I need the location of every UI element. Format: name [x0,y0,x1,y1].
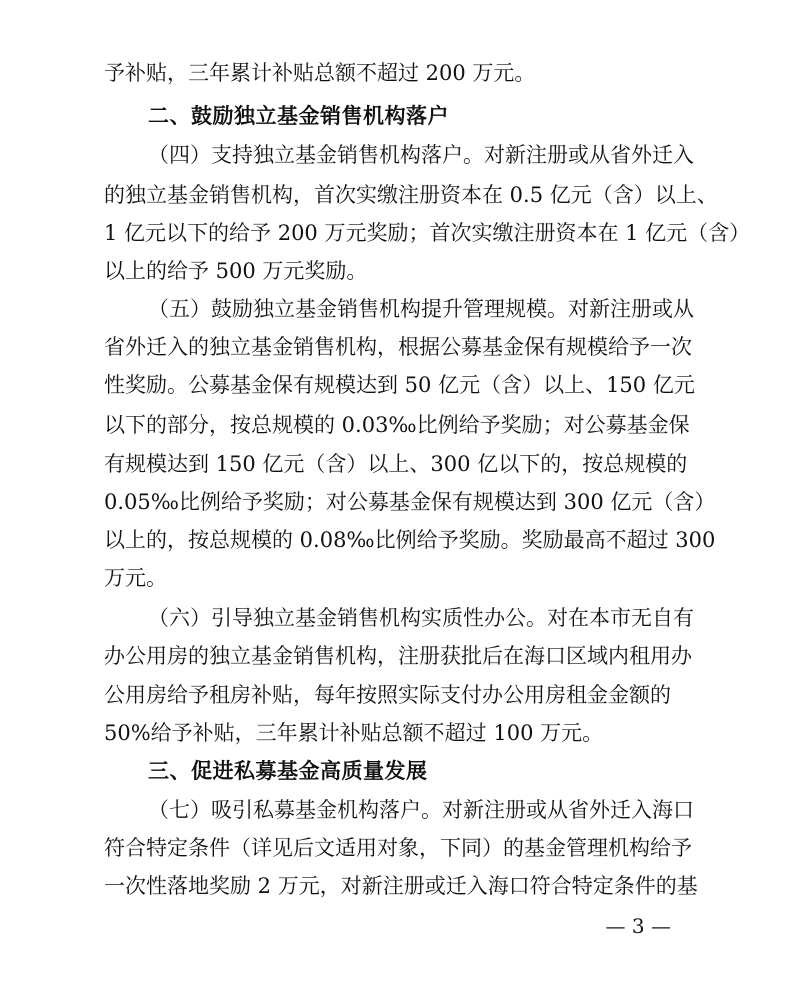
section-heading: 二、鼓励独立基金销售机构落户 [148,104,449,128]
section-heading: 三、促进私募基金高质量发展 [148,759,428,783]
body-line: 万元。 [104,566,167,590]
body-line: 一次性落地奖励 2 万元，对新注册或迁入海口符合特定条件的基 [104,874,698,898]
body-line: （七）吸引私募基金机构落户。对新注册或从省外迁入海口 [148,798,694,822]
page-number: — 3 — [605,914,671,938]
body-line: 以下的部分，按总规模的 0.03‰比例给予奖励；对公募基金保 [104,413,690,437]
body-line: 50%给予补贴，三年累计补贴总额不超过 100 万元。 [104,721,604,745]
body-line: 的独立基金销售机构，首次实缴注册资本在 0.5 亿元（含）以上、 [104,183,718,207]
body-line: 办公用房的独立基金销售机构，注册获批后在海口区域内租用办 [104,644,692,668]
body-line: 1 亿元以下的给予 200 万元奖励；首次实缴注册资本在 1 亿元（含） [104,221,751,245]
body-line: 予补贴，三年累计补贴总额不超过 200 万元。 [104,61,536,85]
body-line: 省外迁入的独立基金销售机构，根据公募基金保有规模给予一次 [104,335,692,359]
body-line: 0.05‰比例给予奖励；对公募基金保有规模达到 300 亿元（含） [104,490,716,514]
body-line: （五）鼓励独立基金销售机构提升管理规模。对新注册或从 [148,297,694,321]
body-line: 以上的给予 500 万元奖励。 [104,259,368,283]
body-line: 以上的，按总规模的 0.08‰比例给予奖励。奖励最高不超过 300 [104,528,716,552]
body-line: （四）支持独立基金销售机构落户。对新注册或从省外迁入 [148,143,694,167]
body-line: 公用房给予租房补贴，每年按照实际支付办公用房租金金额的 [104,683,671,707]
body-line: 有规模达到 150 亿元（含）以上、300 亿以下的，按总规模的 [104,452,688,476]
body-line: 符合特定条件（详见后文适用对象，下同）的基金管理机构给予 [104,836,692,860]
body-line: （六）引导独立基金销售机构实质性办公。对在本市无自有 [148,606,694,630]
body-line: 性奖励。公募基金保有规模达到 50 亿元（含）以上、150 亿元 [104,373,695,397]
